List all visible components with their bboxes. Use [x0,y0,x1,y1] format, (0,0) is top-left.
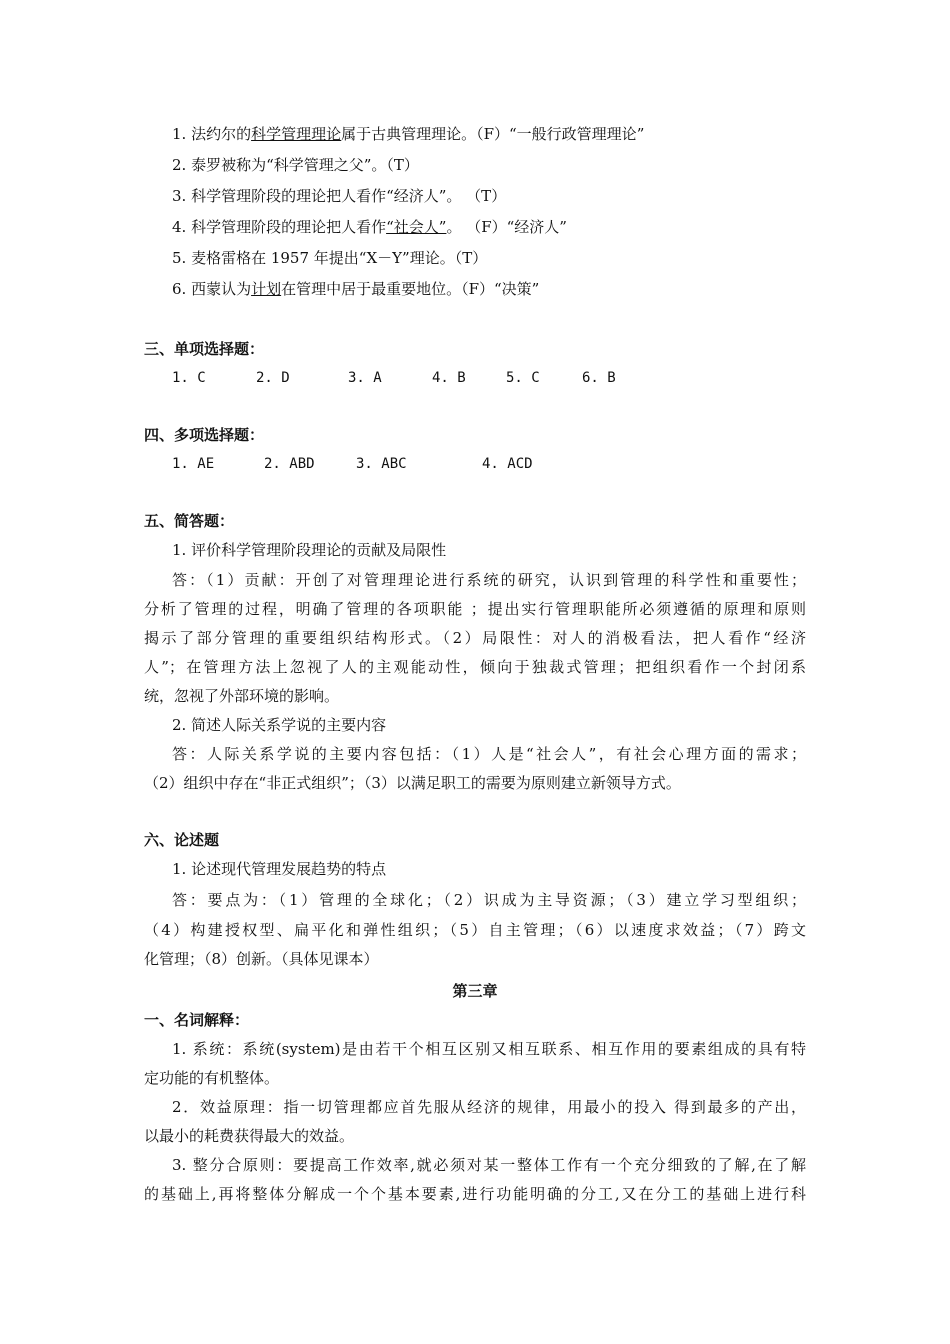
single-choice-answer-5: 5. C [506,370,540,386]
tf-item-6-underlined: 计划 [251,280,282,298]
tf-item-2 [172,155,419,175]
tf-item-2-text: 2. 泰罗被称为“科学管理之父”。（T） [172,156,419,174]
tf-item-6-text: 6. 西蒙认为 [172,280,252,298]
short-answer-1-line-1: 答：（1）贡献：开创了对管理理论进行系统的研究，认识到管理的科学性和重要性； [172,571,806,589]
tf-item-1-underlined: 科学管理理论 [251,125,342,143]
short-answer-2-line-1: 答：人际关系学说的主要内容包括：（1）人是“社会人”，有社会心理方面的需求； [172,745,806,763]
tf-item-4-answer: 。 （F）“经济人” [446,218,567,236]
tf-item-4-text: 4. 科学管理阶段的理论把人看作 [172,218,387,236]
short-answer-question-2: 2. 简述人际关系学说的主要内容 [172,716,387,734]
multi-choice-answer-4: 4. ACD [482,456,533,472]
short-answer-question-1: 1. 评价科学管理阶段理论的贡献及局限性 [172,541,447,559]
short-answer-1-line-5: 统，忽视了外部环境的影响。 [144,687,340,705]
section-heading-term-definitions: 一、名词解释： [144,1011,250,1029]
tf-item-5 [172,248,487,268]
section-heading-multi-choice: 四、多项选择题： [144,426,265,444]
tf-item-1 [172,124,644,144]
short-answer-1-line-2: 分析了管理的过程，明确了管理的各项职能 ；提出实行管理职能所必须遵循的原理和原则 [144,600,806,618]
short-answer-2-line-2: （2）组织中存在“非正式组织”；（3）以满足职工的需要为原则建立新领导方式。 [144,774,681,792]
definition-line-2: 定功能的有机整体。 [144,1069,280,1087]
tf-item-1-answer: 属于古典管理理论。（F）“一般行政管理理论” [341,125,645,143]
definition-line-4: 以最小的耗费获得最大的效益。 [144,1127,355,1145]
single-choice-answer-4: 4. B [432,370,466,386]
short-answer-1-line-3: 揭示了部分管理的重要组织结构形式。（2）局限性：对人的消极看法，把人看作“经济 [144,629,806,647]
essay-answer-line-3: 化管理；（8）创新。（具体见课本） [144,950,379,968]
definition-line-5: 3. 整分合原则：要提高工作效率,就必须对某一整体工作有一个充分细致的了解,在了解 [172,1156,806,1174]
tf-item-4 [172,217,567,237]
section-heading-short-answer: 五、简答题： [144,512,235,530]
definition-line-1: 1. 系统：系统(system)是由若干个相互区别又相互联系、相互作用的要素组成的具有特 [172,1040,806,1058]
definition-line-6: 的基础上,再将整体分解成一个个基本要素,进行功能明确的分工,又在分工的基础上进行科 [144,1185,806,1203]
tf-item-1-text: 1. 法约尔的 [172,125,252,143]
multi-choice-answers [172,454,672,474]
single-choice-answer-2: 2. D [256,370,290,386]
tf-item-5-text: 5. 麦格雷格在 1957 年提出“X－Y”理论。（T） [172,249,488,267]
chapter-title: 第三章 [452,982,498,1000]
tf-item-3 [172,186,506,206]
single-choice-answer-3: 3. A [348,370,382,386]
single-choice-answers [172,368,672,388]
definition-line-3: 2．效益原理：指一切管理都应首先服从经济的规律，用最小的投入 得到最多的产出， [172,1098,806,1116]
single-choice-answer-6: 6. B [582,370,616,386]
multi-choice-answer-2: 2. ABD [264,456,315,472]
essay-answer-line-1: 答：要点为：（1）管理的全球化；（2）识成为主导资源；（3）建立学习型组织； [172,891,806,909]
essay-question-1: 1. 论述现代管理发展趋势的特点 [172,860,387,878]
tf-item-6 [172,279,539,299]
tf-item-6-answer: 在管理中居于最重要地位。（F）“决策” [281,280,540,298]
section-heading-essay: 六、论述题 [144,831,220,849]
single-choice-answer-1: 1. C [172,370,206,386]
multi-choice-answer-3: 3. ABC [356,456,407,472]
essay-answer-line-2: （4）构建授权型、扁平化和弹性组织；（5）自主管理；（6）以速度求效益；（7）跨文 [144,921,806,939]
tf-item-4-underlined: “社会人” [386,218,447,236]
short-answer-1-line-4: 人”；在管理方法上忽视了人的主观能动性，倾向于独裁式管理；把组织看作一个封闭系 [144,658,806,676]
multi-choice-answer-1: 1. AE [172,456,215,472]
section-heading-single-choice: 三、单项选择题： [144,340,265,358]
tf-item-3-text: 3. 科学管理阶段的理论把人看作“经济人”。 （T） [172,187,507,205]
